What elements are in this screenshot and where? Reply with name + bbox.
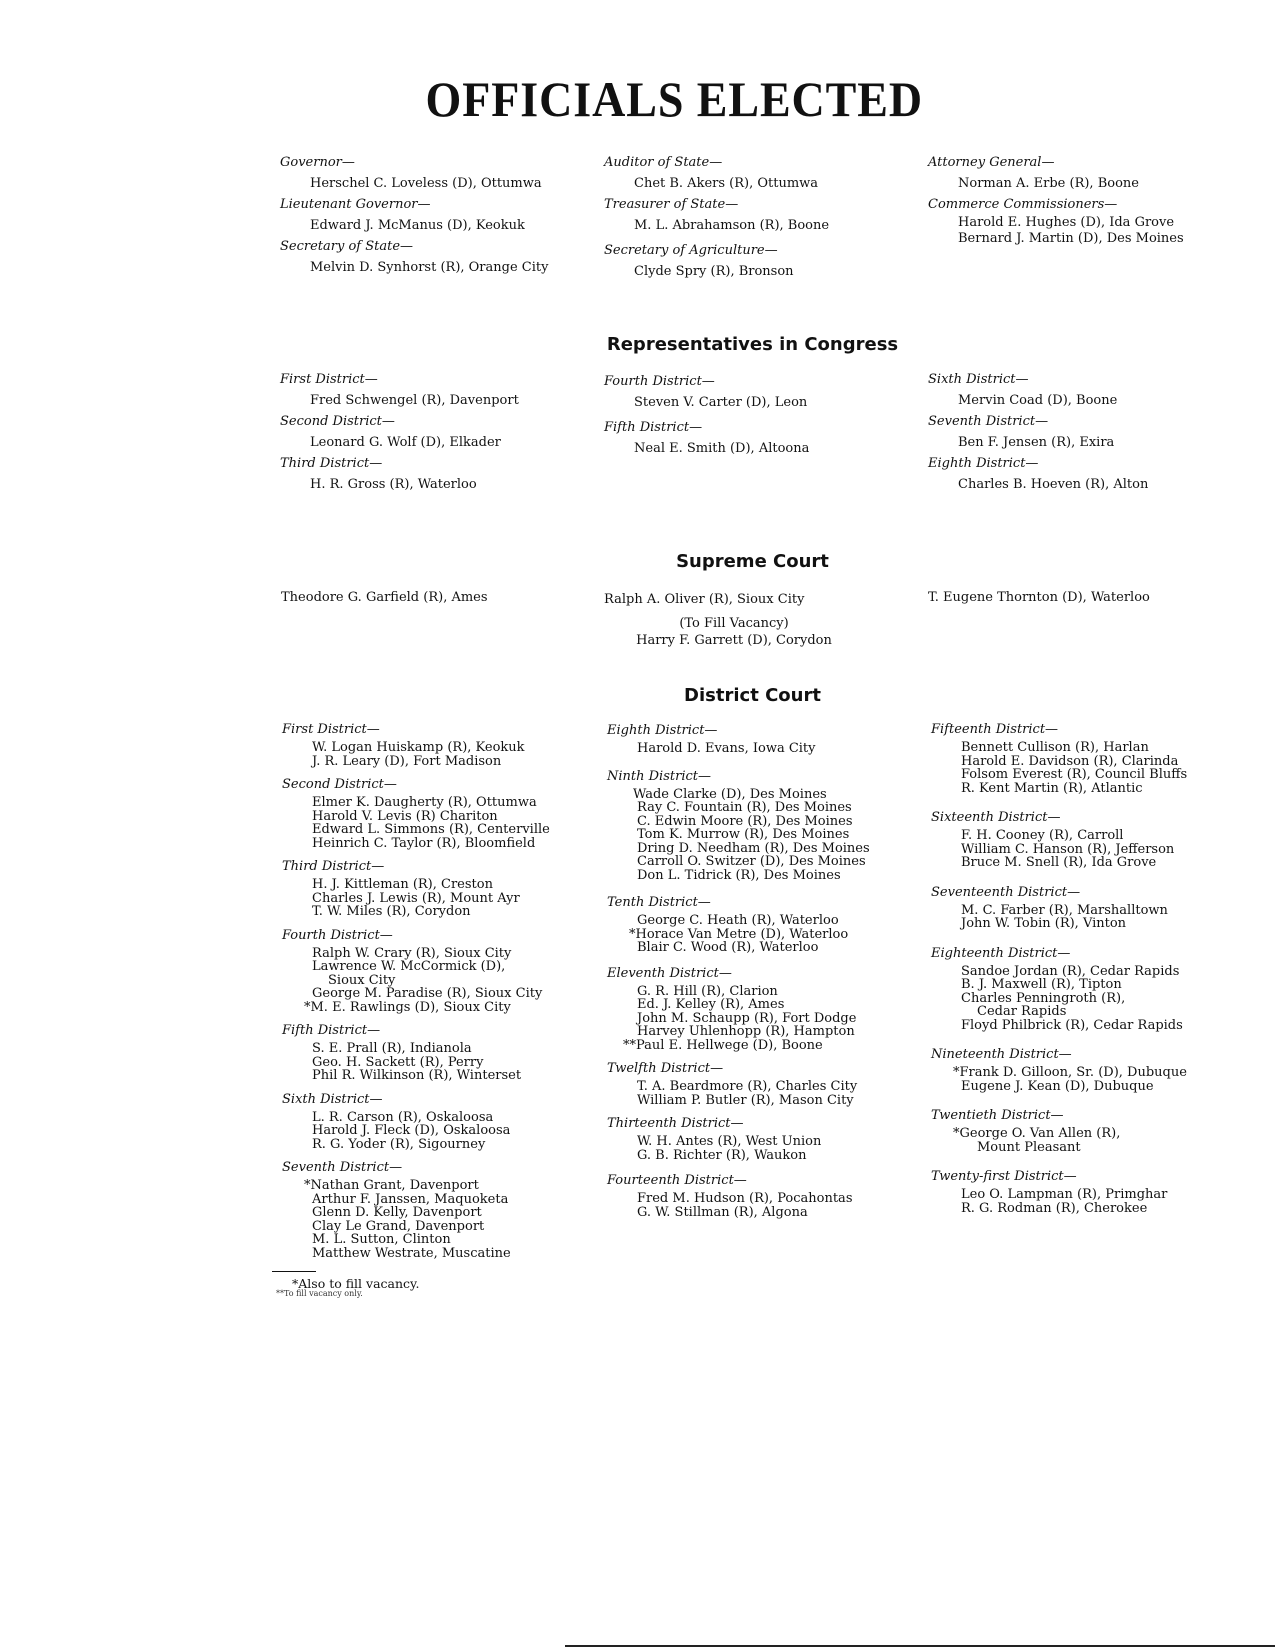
district-holder: Steven V. Carter (D), Leon [634,395,808,410]
congress-col-1 [280,369,519,495]
judge-name: Harold D. Evans, Iowa City [637,741,816,756]
district-title: Twentieth District— [931,1108,1064,1123]
judge-name: T. W. Miles (R), Corydon [312,904,471,919]
district-title: Sixteenth District— [931,810,1061,825]
judge-name: Clay Le Grand, Davenport [312,1218,485,1234]
office-title: Governor— [280,155,355,170]
judge-name: Geo. H. Sackett (R), Perry [312,1054,484,1070]
supreme-court-col-1: Theodore G. Garfield (R), Ames [281,590,488,605]
judge-name: Eugene J. Kean (D), Dubuque [961,1078,1154,1094]
judge-name: G. R. Hill (R), Clarion [637,983,778,999]
justice-name-vacancy: Harry F. Garrett (D), Corydon [636,633,832,648]
judge-name: Leo O. Lampman (R), Primghar [961,1187,1168,1202]
judge-name: M. L. Sutton, Clinton [312,1232,451,1247]
judge-name: Blair C. Wood (R), Waterloo [637,940,819,955]
judge-name: **Paul E. Hellwege (D), Boone [623,1037,823,1053]
judge-name: Floyd Philbrick (R), Cedar Rapids [961,1017,1183,1033]
judge-name: Harold J. Fleck (D), Oskaloosa [312,1123,511,1138]
district-title: First District— [280,372,378,387]
judge-name: Harold E. Davidson (R), Clarinda [961,753,1179,769]
judge-name: *Nathan Grant, Davenport [304,1178,479,1193]
office-governor [280,152,548,194]
judge-name: George C. Heath (R), Waterloo [637,913,839,928]
judge-name: T. A. Beardmore (R), Charles City [637,1079,858,1094]
judge-name-continued: Mount Pleasant [977,1139,1081,1155]
office-title: Commerce Commissioners— [928,197,1118,212]
office-title: Secretary of State— [280,239,414,254]
judge-name: R. Kent Martin (R), Atlantic [961,780,1143,796]
footnote-divider [272,1271,316,1272]
district-title: Third District— [280,456,383,471]
district-title: Fifth District— [282,1023,381,1038]
office-title: Auditor of State— [604,155,723,170]
judge-name: Glenn D. Kelly, Davenport [312,1205,482,1220]
district-holder: Fred Schwengel (R), Davenport [310,393,519,408]
district-title: Sixth District— [282,1091,383,1107]
office-holder: Clyde Spry (R), Bronson [634,264,794,279]
judge-name: Fred M. Hudson (R), Pocahontas [637,1191,853,1206]
judge-name: H. J. Kittleman (R), Creston [312,877,493,892]
district-title: Twenty-first District— [931,1169,1077,1184]
judge-name: William C. Hanson (R), Jefferson [961,841,1175,857]
section-heading-congress: Representatives in Congress [606,334,899,355]
judge-name: *M. E. Rawlings (D), Sioux City [304,999,511,1015]
page-title: OFFICIALS ELECTED [425,71,924,127]
district-holder: Charles B. Hoeven (R), Alton [958,477,1149,492]
footnote-also-fill-vacancy: *Also to fill vacancy. [292,1276,420,1291]
state-offices-col-3 [928,152,1184,247]
district-holder: Neal E. Smith (D), Altoona [634,441,810,456]
district-title: Third District— [282,859,385,874]
office-commerce-commissioners [928,194,1184,247]
congress-col-3 [928,369,1148,495]
district-title: Thirteenth District— [607,1116,744,1131]
judge-name: *Horace Van Metre (D), Waterloo [629,926,849,942]
congress-col-2 [604,371,809,459]
district-title: Eleventh District— [607,965,732,981]
judge-name: Wade Clarke (D), Des Moines [633,786,827,802]
office-holder: M. L. Abrahamson (R), Boone [634,218,830,233]
district-holder: Mervin Coad (D), Boone [958,393,1118,408]
district-title: Fourth District— [282,927,393,943]
judge-name: B. J. Maxwell (R), Tipton [961,977,1122,992]
judge-name: Bennett Cullison (R), Harlan [961,740,1149,755]
district-court-col-3 [931,719,1187,1215]
judge-name: L. R. Carson (R), Oskaloosa [312,1109,494,1125]
judge-name: Sandoe Jordan (R), Cedar Rapids [961,963,1180,979]
judge-name: Ralph W. Crary (R), Sioux City [312,945,512,961]
section-heading-supreme-court: Supreme Court [676,551,829,572]
judge-name: Phil R. Wilkinson (R), Winterset [312,1068,522,1083]
office-holder: Chet B. Akers (R), Ottumwa [634,176,819,191]
judge-name: Edward L. Simmons (R), Centerville [312,822,550,837]
judge-name: M. C. Farber (R), Marshalltown [961,902,1168,918]
state-offices-col-1 [280,152,548,278]
district-title: Ninth District— [607,768,711,784]
footnote-fill-vacancy-only: **To fill vacancy only. [276,1289,363,1298]
justice-name: Ralph A. Oliver (R), Sioux City [604,592,805,607]
office-lieutenant-governor [280,194,548,236]
district-title: Fifth District— [604,420,703,435]
district-title: Fifteenth District— [931,722,1059,737]
office-holder: Edward J. McManus (D), Keokuk [310,218,525,233]
office-holder: Herschel C. Loveless (D), Ottumwa [310,176,542,191]
judge-name: Tom K. Murrow (R), Des Moines [637,827,850,842]
district-title: Seventh District— [928,414,1049,429]
vacancy-note: (To Fill Vacancy) [679,616,789,631]
judge-name: John M. Schaupp (R), Fort Dodge [637,1010,857,1026]
district-title: Tenth District— [607,895,711,910]
district-title: Twelfth District— [607,1061,724,1076]
judge-name: Don L. Tidrick (R), Des Moines [637,867,841,883]
judge-name: Bruce M. Snell (R), Ida Grove [961,855,1157,870]
office-holder: Bernard J. Martin (D), Des Moines [958,231,1184,246]
office-holder: Melvin D. Synhorst (R), Orange City [310,260,549,275]
judge-name: W. Logan Huiskamp (R), Keokuk [312,740,525,755]
district-title: Fourth District— [604,374,715,389]
judge-name: R. G. Yoder (R), Sigourney [312,1136,486,1152]
judge-name: Elmer K. Daugherty (R), Ottumwa [312,795,537,810]
district-holder: Leonard G. Wolf (D), Elkader [310,435,501,450]
district-holder: Ben F. Jensen (R), Exira [958,435,1115,450]
district-title: Second District— [282,777,397,792]
judge-name: J. R. Leary (D), Fort Madison [312,753,502,769]
office-secretary-of-state [280,236,548,278]
judge-name: Arthur F. Janssen, Maquoketa [312,1191,509,1207]
judge-name-continued: Sioux City [328,972,396,988]
office-title: Attorney General— [928,155,1055,170]
district-title: Eighteenth District— [931,945,1071,961]
judge-name: Heinrich C. Taylor (R), Bloomfield [312,835,536,851]
judge-name: John W. Tobin (R), Vinton [961,916,1127,931]
office-title: Secretary of Agriculture— [604,243,778,258]
office-title: Lieutenant Governor— [280,197,431,212]
judge-name: George M. Paradise (R), Sioux City [312,986,543,1001]
judge-name: Charles Penningroth (R), [961,990,1126,1006]
judge-name: *Frank D. Gilloon, Sr. (D), Dubuque [953,1065,1187,1080]
judge-name: W. H. Antes (R), West Union [637,1134,822,1149]
district-title: Nineteenth District— [931,1047,1072,1062]
page-bottom-rule [565,1645,1275,1647]
judge-name: Matthew Westrate, Muscatine [312,1245,511,1261]
supreme-court-col-2 [604,589,864,649]
office-holder: Norman A. Erbe (R), Boone [958,176,1139,191]
judge-name: Ed. J. Kelley (R), Ames [637,997,785,1012]
judge-name: Harvey Uhlenhopp (R), Hampton [637,1024,855,1039]
judge-name: Folsom Everest (R), Council Bluffs [961,767,1188,782]
district-title: Seventh District— [282,1160,403,1175]
district-title: Second District— [280,414,395,429]
judge-name: Dring D. Needham (R), Des Moines [637,840,870,856]
office-title: Treasurer of State— [604,197,739,212]
district-title: First District— [282,722,380,737]
judge-name: G. B. Richter (R), Waukon [637,1147,807,1163]
supreme-court-col-3: T. Eugene Thornton (D), Waterloo [928,590,1150,605]
district-title: Fourteenth District— [607,1173,747,1188]
judge-name: G. W. Stillman (R), Algona [637,1204,808,1220]
judge-name: William P. Butler (R), Mason City [637,1092,854,1108]
judge-name: *George O. Van Allen (R), [953,1126,1121,1141]
judge-name: C. Edwin Moore (R), Des Moines [637,813,853,829]
judge-name: F. H. Cooney (R), Carroll [961,828,1124,843]
district-title: Sixth District— [928,372,1029,387]
judge-name: Carroll O. Switzer (D), Des Moines [637,854,866,869]
section-heading-district-court: District Court [684,685,821,706]
judge-name: Harold V. Levis (R) Chariton [312,808,498,824]
district-holder: H. R. Gross (R), Waterloo [310,477,477,492]
district-title: Eighth District— [928,456,1039,471]
judge-name: S. E. Prall (R), Indianola [312,1041,472,1056]
district-court-col-1 [282,719,550,1260]
state-offices-col-2 [604,152,829,282]
judge-name: Ray C. Fountain (R), Des Moines [637,800,852,815]
office-holder: Harold E. Hughes (D), Ida Grove [958,215,1175,230]
judge-name: Lawrence W. McCormick (D), [312,959,506,974]
district-court-col-2 [607,720,870,1219]
judge-name: R. G. Rodman (R), Cherokee [961,1200,1148,1216]
office-secretary-of-agriculture [604,240,829,282]
office-auditor [604,152,829,194]
district-title: Eighth District— [607,723,718,738]
office-attorney-general [928,152,1184,194]
office-treasurer [604,194,829,236]
judge-name: Charles J. Lewis (R), Mount Ayr [312,890,520,906]
district-title: Seventeenth District— [931,884,1081,900]
judge-name-continued: Cedar Rapids [977,1004,1067,1019]
